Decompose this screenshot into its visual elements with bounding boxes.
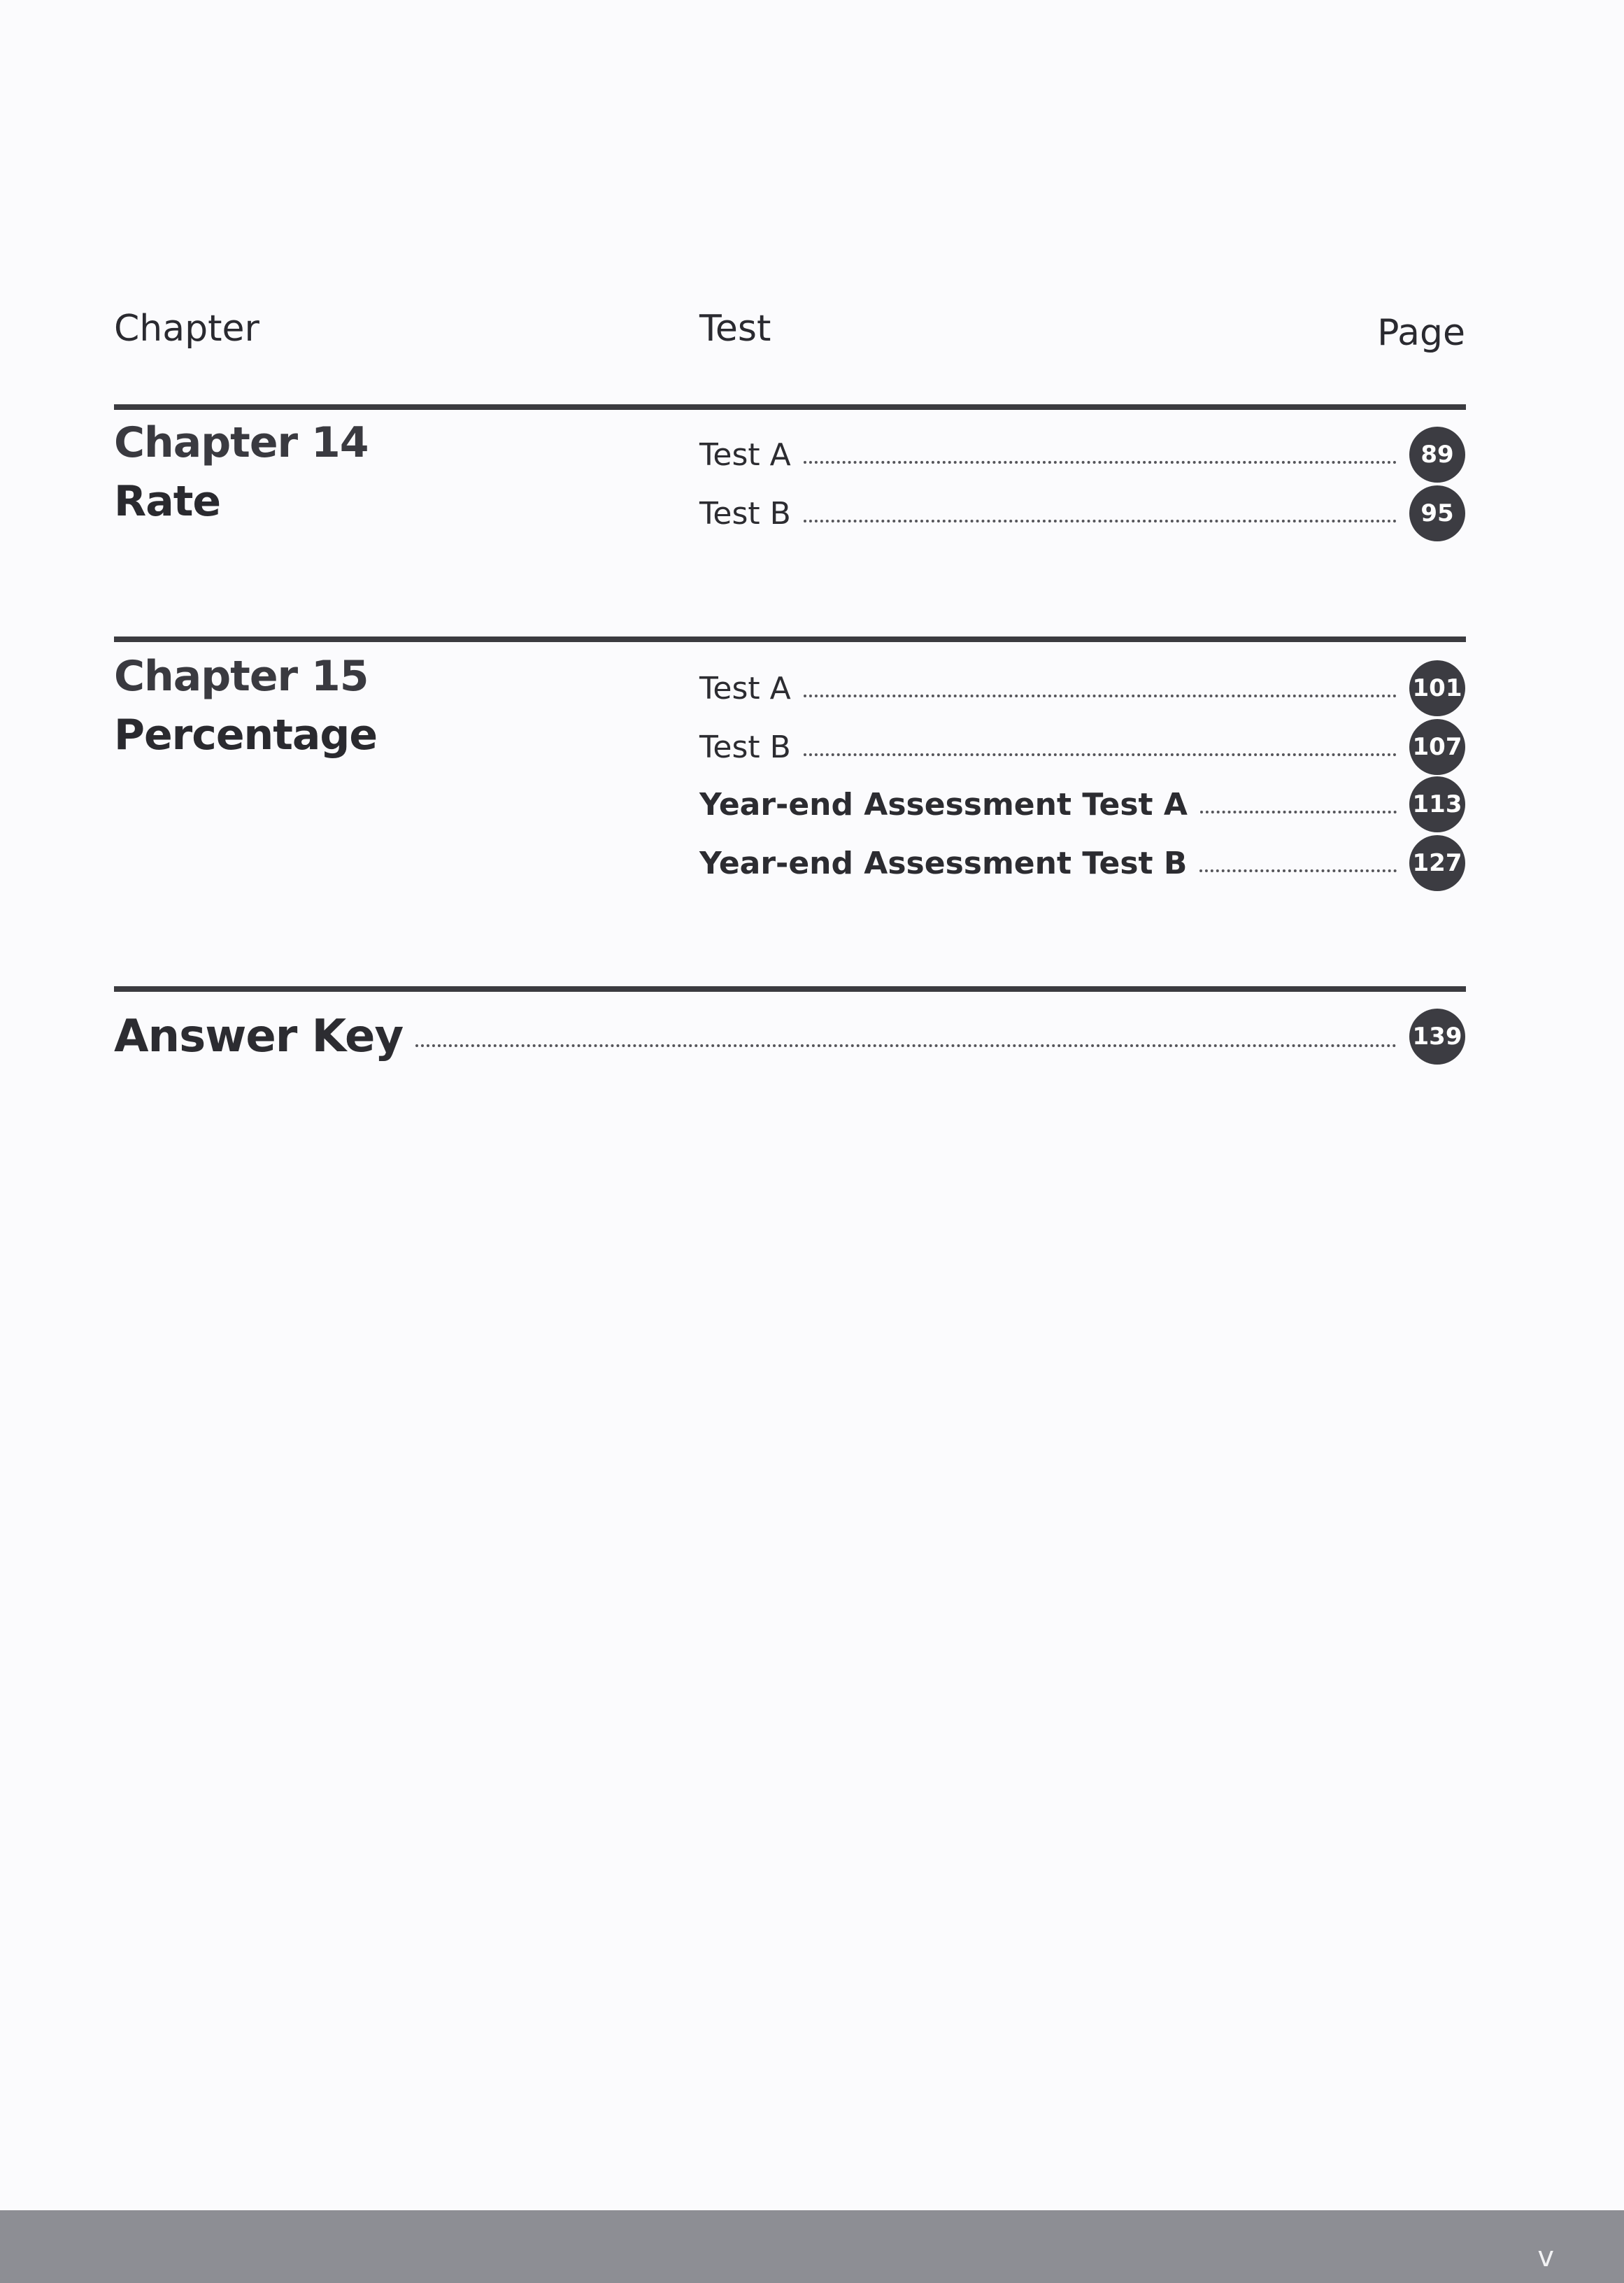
toc-entry[interactable] (699, 775, 1465, 834)
test-label: Test B (699, 729, 791, 765)
chapter-name: Percentage (114, 711, 378, 760)
test-label: Test A (699, 670, 791, 706)
chapter-number-title: Chapter 14 (114, 418, 369, 467)
toc-entry[interactable] (699, 425, 1465, 484)
dot-leader (1199, 869, 1397, 872)
test-label: Year-end Assessment Test A (699, 786, 1188, 823)
dot-leader (1200, 811, 1397, 813)
page-number: v (1537, 2241, 1554, 2273)
page-number-badge: 127 (1409, 835, 1465, 891)
toc-entry-answer-key[interactable] (114, 1007, 1465, 1066)
column-header-test: Test (699, 308, 771, 350)
section-divider (114, 986, 1466, 992)
page-number-badge: 95 (1409, 485, 1465, 541)
toc-entry[interactable] (699, 718, 1465, 776)
page-number-badge: 89 (1409, 427, 1465, 483)
column-header-page: Page (1377, 312, 1465, 354)
page-number-badge: 139 (1409, 1009, 1465, 1065)
page-number-badge: 101 (1409, 660, 1465, 716)
test-label: Year-end Assessment Test B (699, 845, 1188, 881)
page-number-badge: 107 (1409, 719, 1465, 775)
page-number-badge: 113 (1409, 776, 1465, 832)
chapter-number-title: Chapter 15 (114, 652, 369, 701)
section-divider (114, 404, 1466, 410)
toc-entry[interactable] (699, 659, 1465, 718)
answer-key-label: Answer Key (114, 1011, 404, 1062)
section-divider (114, 636, 1466, 642)
dot-leader (804, 753, 1397, 756)
dot-leader (804, 520, 1397, 522)
dot-leader (415, 1044, 1397, 1047)
test-label: Test B (699, 495, 791, 532)
chapter-name: Rate (114, 477, 221, 526)
column-header-chapter: Chapter (114, 308, 259, 350)
test-label: Test A (699, 436, 791, 473)
dot-leader (804, 461, 1397, 464)
dot-leader (804, 695, 1397, 697)
toc-entry[interactable] (699, 834, 1465, 892)
footer-bar (0, 2210, 1624, 2283)
toc-entry[interactable] (699, 484, 1465, 543)
